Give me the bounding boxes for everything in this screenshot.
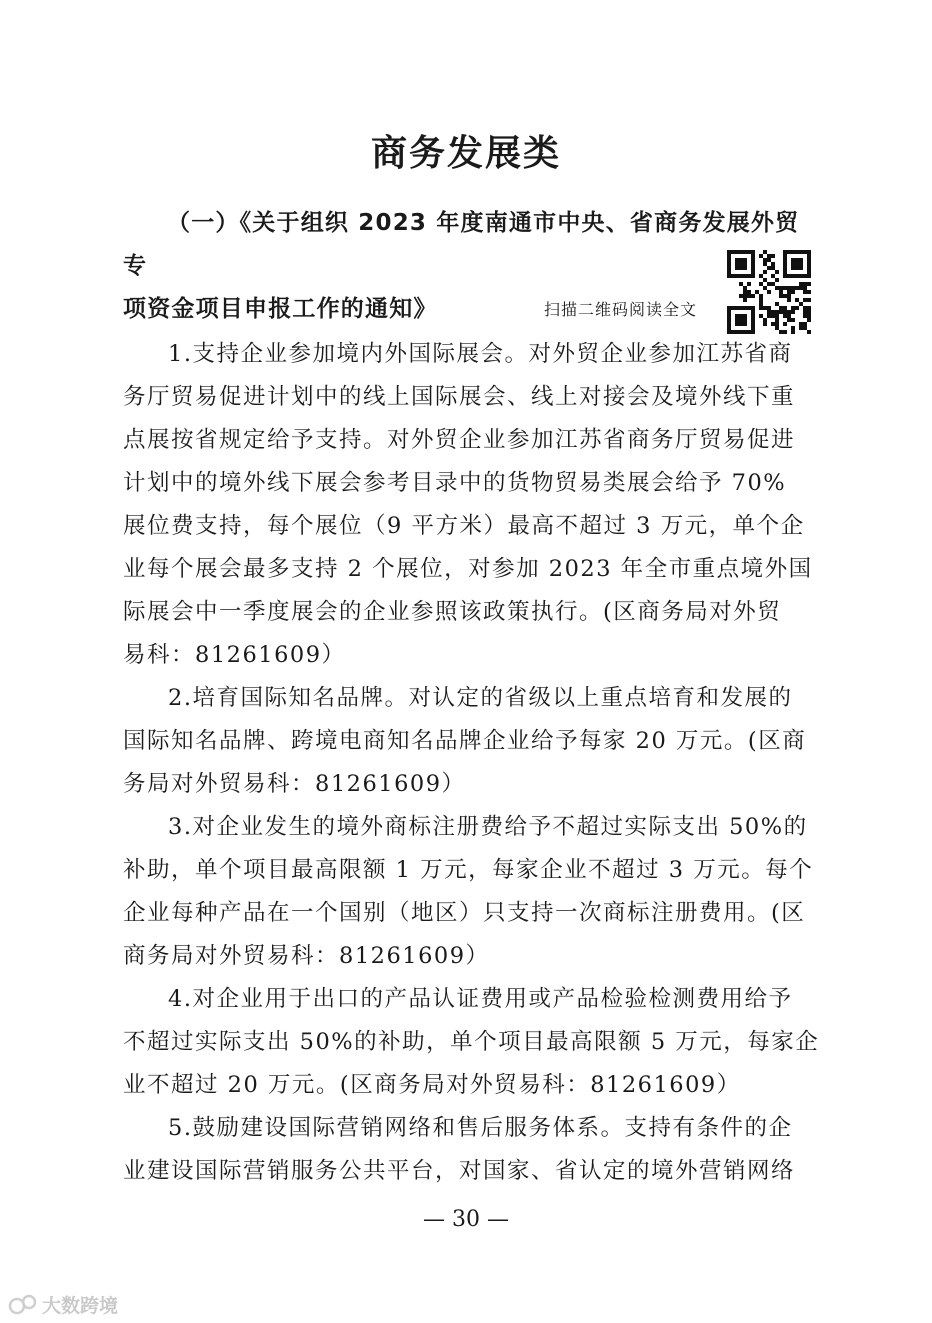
paragraph-line: 务厅贸易促进计划中的线上国际展会、线上对接会及境外线下重 xyxy=(123,384,796,410)
paragraph-line: 业每个展会最多支持 2 个展位，对参加 2023 年全市重点境外国 xyxy=(123,556,813,582)
section-heading-line-1: （一）《关于组织 2023 年度南通市中央、省商务发展外贸专 xyxy=(123,210,800,279)
paragraph-line: 5.鼓励建设国际营销网络和售后服务体系。支持有条件的企 xyxy=(168,1115,793,1141)
paragraph-2 xyxy=(123,677,813,806)
paragraph-line: 1.支持企业参加境内外国际展会。对外贸企业参加江苏省商 xyxy=(168,341,793,367)
paragraph-line: 展位费支持，每个展位（9 平方米）最高不超过 3 万元，单个企 xyxy=(123,513,805,539)
section-heading xyxy=(123,202,813,331)
paragraph-line: 补助，单个项目最高限额 1 万元，每家企业不超过 3 万元。每个 xyxy=(123,857,814,883)
qr-caption: 扫描二维码阅读全文 xyxy=(544,300,698,319)
section-heading-line-2: 项资金项目申报工作的通知》 xyxy=(123,296,438,322)
paragraph-line: 商务局对外贸易科：81261609） xyxy=(123,943,490,969)
watermark xyxy=(8,1290,118,1318)
paragraph-line: 3.对企业发生的境外商标注册费给予不超过实际支出 50%的 xyxy=(168,814,808,840)
paragraph-line: 务局对外贸易科：81261609） xyxy=(123,771,466,797)
page-title: 商务发展类 xyxy=(370,132,561,174)
paragraph-line: 际展会中一季度展会的企业参照该政策执行。(区商务局对外贸 xyxy=(123,599,782,625)
watermark-text: 大数跨境 xyxy=(42,1294,119,1317)
paragraph-4 xyxy=(123,978,820,1107)
paragraph-1 xyxy=(123,333,813,677)
paragraph-line: 业不超过 20 万元。(区商务局对外贸易科：81261609） xyxy=(123,1072,741,1098)
paragraph-line: 2.培育国际知名品牌。对认定的省级以上重点培育和发展的 xyxy=(168,685,793,711)
brand-logo-icon xyxy=(8,1292,38,1316)
paragraph-line: 业建设国际营销服务公共平台，对国家、省认定的境外营销网络 xyxy=(123,1158,796,1184)
paragraph-line: 企业每种产品在一个国别（地区）只支持一次商标注册费用。(区 xyxy=(123,900,806,926)
paragraph-5 xyxy=(123,1107,813,1193)
paragraph-line: 点展按省规定给予支持。对外贸企业参加江苏省商务厅贸易促进 xyxy=(123,427,796,453)
paragraph-line: 计划中的境外线下展会参考目录中的货物贸易类展会给予 70% xyxy=(123,470,787,496)
body-text xyxy=(123,333,820,1193)
paragraph-line: 国际知名品牌、跨境电商知名品牌企业给予每家 20 万元。(区商 xyxy=(123,728,807,754)
paragraph-line: 易科：81261609） xyxy=(123,642,346,668)
paragraph-line: 4.对企业用于出口的产品认证费用或产品检验检测费用给予 xyxy=(168,986,793,1012)
qr-code[interactable] xyxy=(727,250,811,334)
page-number: — 30 — xyxy=(423,1207,509,1232)
paragraph-line: 不超过实际支出 50%的补助，单个项目最高限额 5 万元，每家企 xyxy=(123,1029,820,1055)
paragraph-3 xyxy=(123,806,813,978)
